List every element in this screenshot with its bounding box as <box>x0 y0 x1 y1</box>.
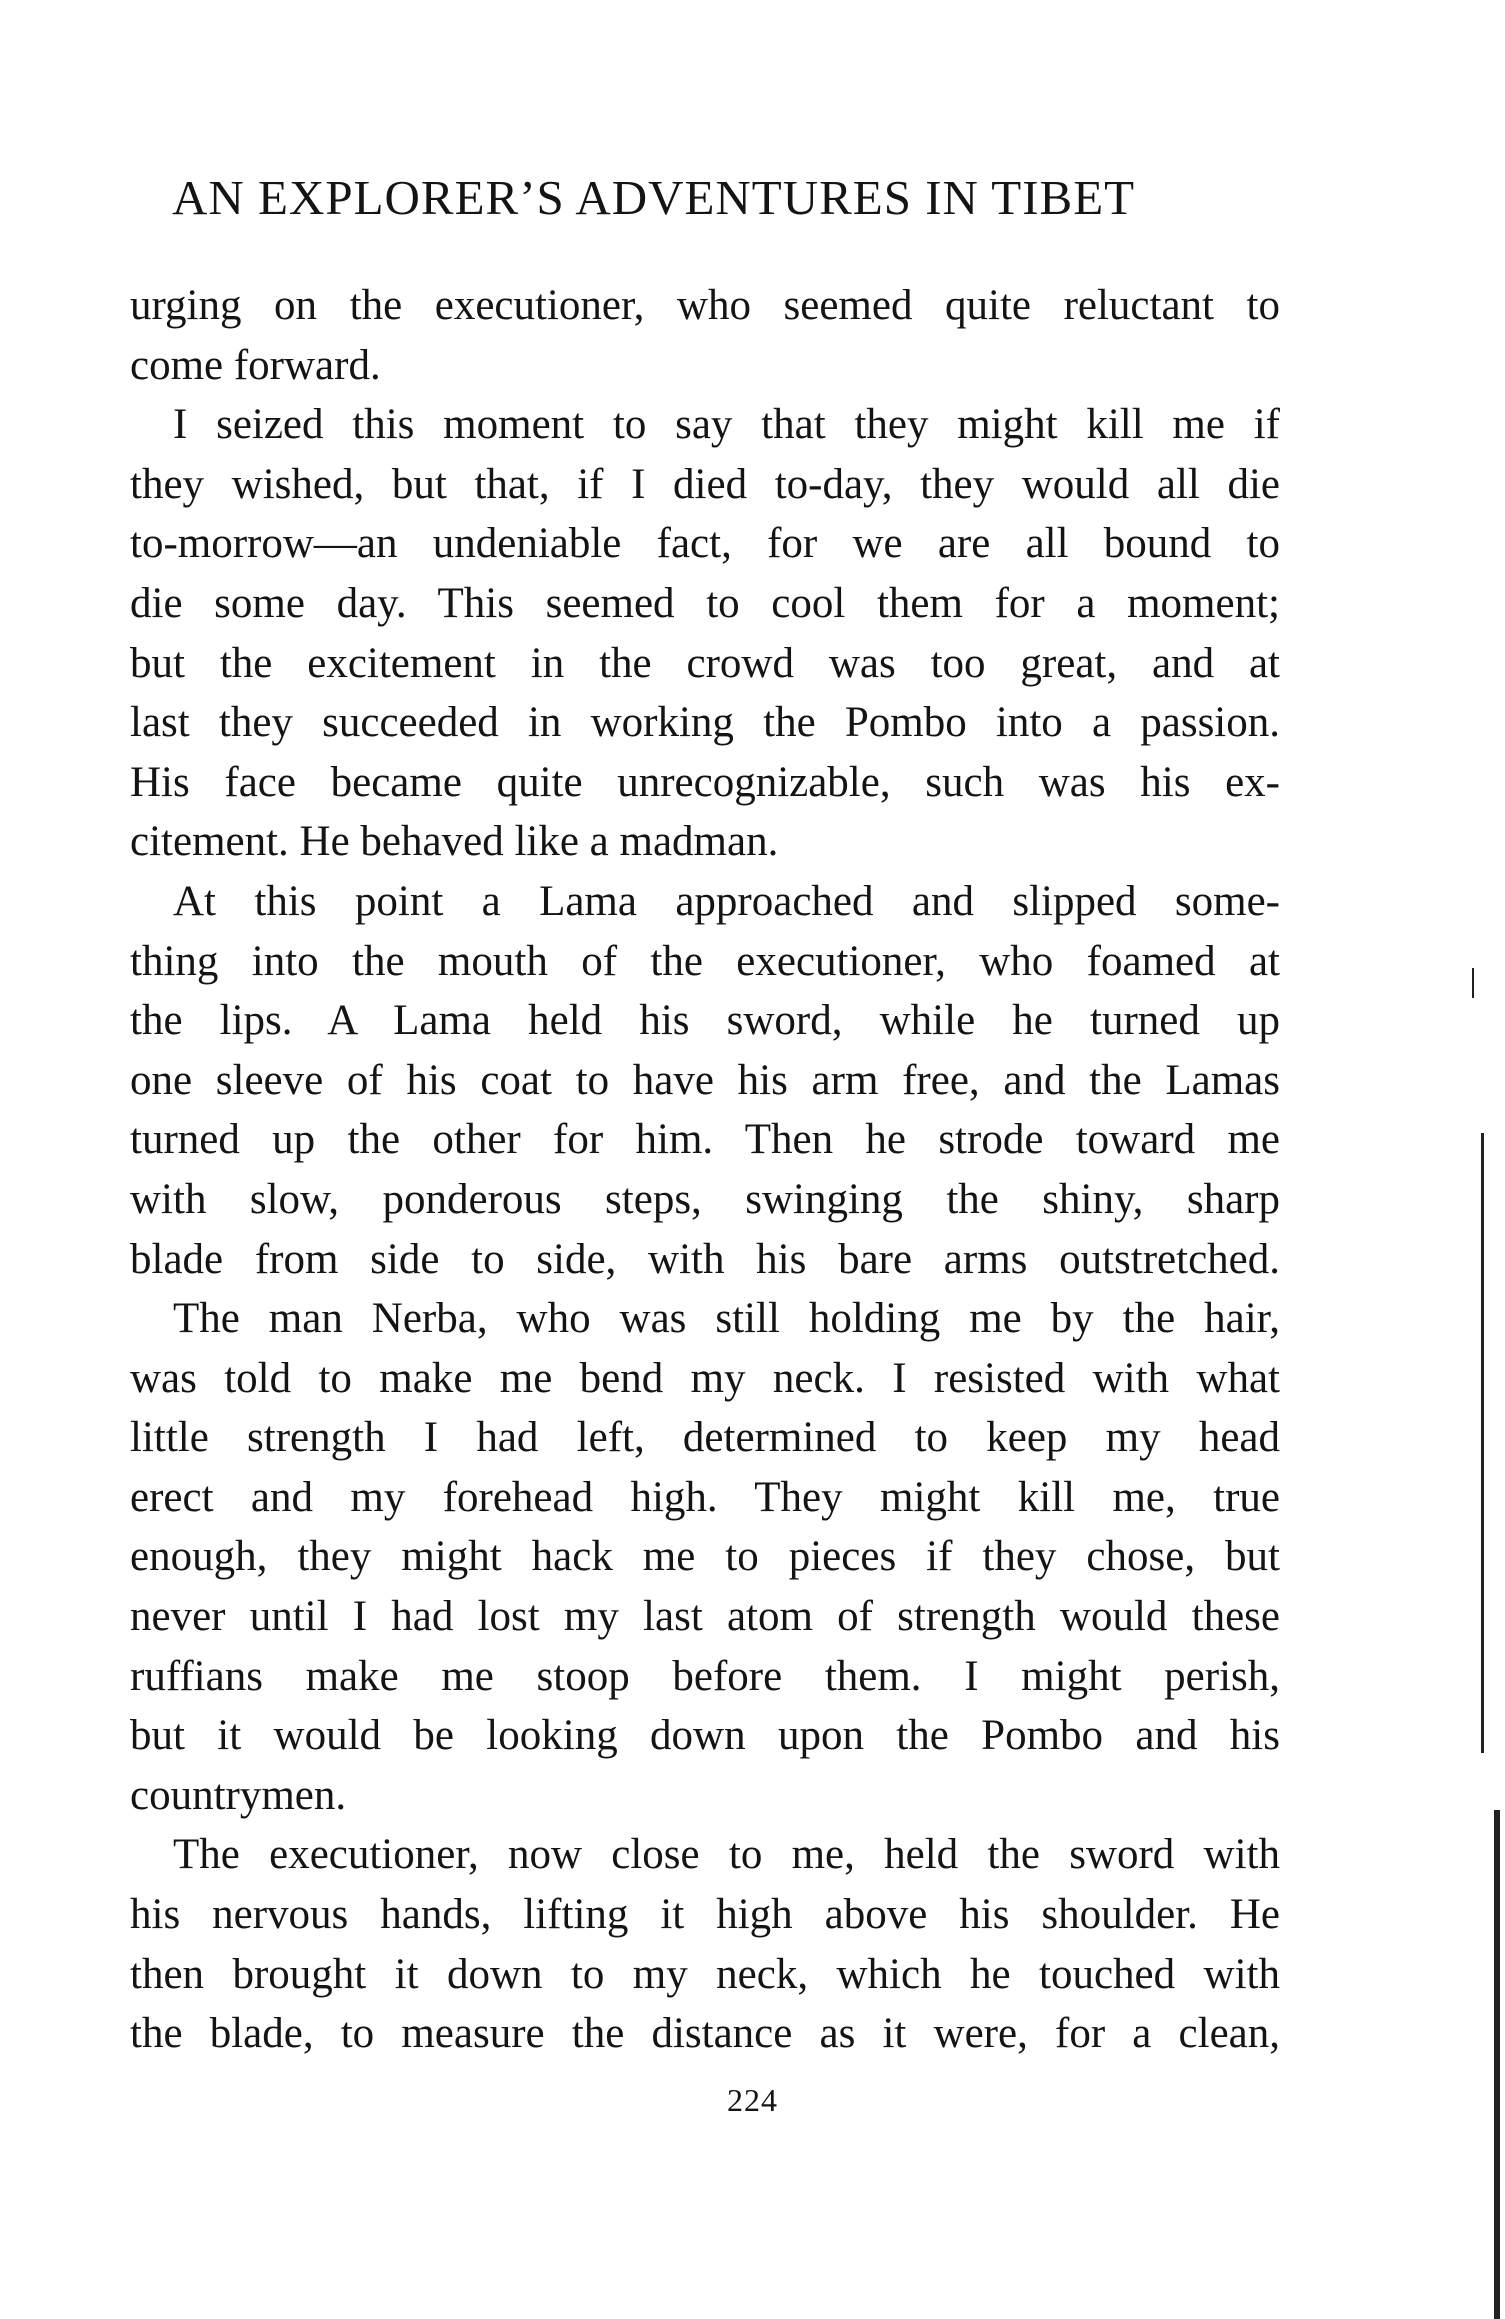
text-line: urging on the executioner, who seemed quite reluctant to <box>130 282 1280 329</box>
text-line: enough, they might hack me to pieces if they chose, but <box>130 1533 1280 1581</box>
text-line: thing into the mouth of the executioner, who foamed at <box>130 937 1280 985</box>
text-line: His face became quite unrecognizable, such was his ex- <box>130 758 1280 806</box>
body-text <box>130 276 1280 2064</box>
text-line: citement. He behaved like a madman. <box>130 818 779 866</box>
paragraph-first-line: At this point a Lama approached and slipped some- <box>173 877 1280 925</box>
scan-edge-mark <box>1481 1133 1484 1753</box>
text-line: blade from side to side, with his bare arms outstretched. <box>130 1235 1280 1283</box>
scan-edge-mark <box>1494 1810 1500 2319</box>
paragraph-first-line: The executioner, now close to me, held the sword with <box>173 1831 1280 1879</box>
scan-edge-mark <box>1472 968 1474 998</box>
text-line: one sleeve of his coat to have his arm free, and the Lamas <box>130 1056 1280 1104</box>
paragraph-first-line: I seized this moment to say that they might kill me if <box>173 401 1280 449</box>
text-line: then brought it down to my neck, which he touched with <box>130 1950 1280 1998</box>
text-line: turned up the other for him. Then he strode toward me <box>130 1116 1280 1164</box>
text-line: but it would be looking down upon the Pombo and his <box>130 1712 1280 1760</box>
running-head: AN EXPLORER’S ADVENTURES IN TIBET <box>172 170 1136 225</box>
text-line: countrymen. <box>130 1771 347 1819</box>
text-line: the lips. A Lama held his sword, while he turned up <box>130 997 1280 1045</box>
text-line: his nervous hands, lifting it high above his shoulder. He <box>130 1891 1280 1939</box>
text-line: die some day. This seemed to cool them for a moment; <box>130 579 1280 627</box>
text-line: with slow, ponderous steps, swinging the shiny, sharp <box>130 1175 1280 1223</box>
text-line: little strength I had left, determined to keep my head <box>130 1414 1280 1462</box>
text-line: last they succeeded in working the Pombo into a passion. <box>130 699 1280 747</box>
text-line: to-morrow—an undeniable fact, for we are all bound to <box>130 520 1280 568</box>
page-number: 224 <box>727 2082 778 2118</box>
text-line: was told to make me bend my neck. I resisted with what <box>130 1354 1280 1402</box>
text-line: erect and my forehead high. They might kill me, true <box>130 1473 1280 1521</box>
paragraph-first-line: The man Nerba, who was still holding me by the hair, <box>173 1295 1280 1343</box>
text-line: never until I had lost my last atom of strength would these <box>130 1593 1280 1641</box>
text-line: ruffians make me stoop before them. I might perish, <box>130 1652 1280 1700</box>
text-line: the blade, to measure the distance as it were, for a clean, <box>130 2010 1280 2058</box>
text-line: they wished, but that, if I died to-day, they would all die <box>130 460 1280 508</box>
text-line: but the excitement in the crowd was too great, and at <box>130 639 1280 687</box>
text-line: come forward. <box>130 341 381 389</box>
